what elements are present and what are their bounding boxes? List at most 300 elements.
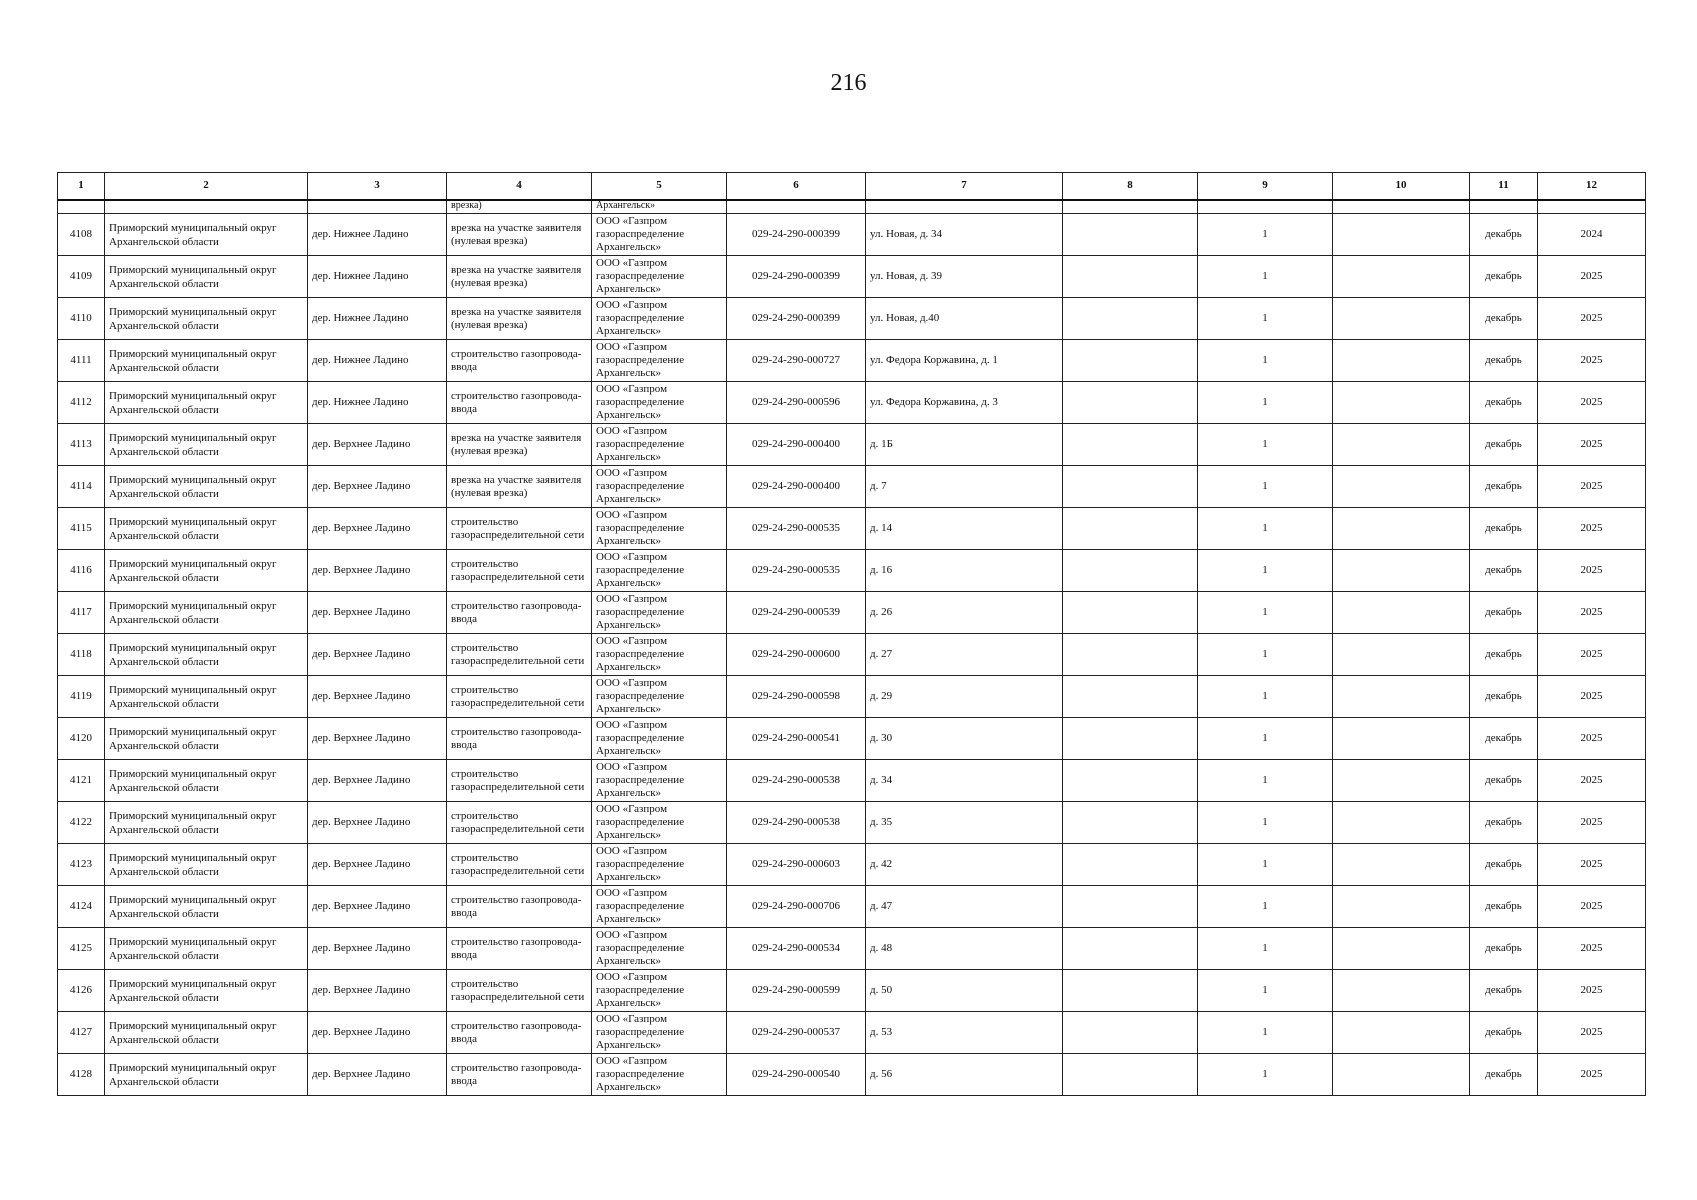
cell-c10 [1333, 718, 1470, 760]
cell-code: 029-24-290-000541 [727, 718, 866, 760]
cell-work: строительство газораспределительной сети [447, 802, 592, 844]
cell-c9: 1 [1198, 802, 1333, 844]
header-col-9: 9 [1198, 173, 1333, 201]
cell-c8 [1063, 592, 1198, 634]
table-header [58, 173, 1646, 201]
cell-municipality: Приморский муниципальный округ Архангельской области [105, 970, 308, 1012]
cell-n: 4108 [58, 214, 105, 256]
cell-c8 [1063, 1012, 1198, 1054]
table-row [58, 214, 1646, 256]
cell-c9: 1 [1198, 424, 1333, 466]
cell-c9: 1 [1198, 340, 1333, 382]
cell-work: строительство газораспределительной сети [447, 634, 592, 676]
cell-year: 2025 [1538, 508, 1646, 550]
cell-c10 [1333, 382, 1470, 424]
cell-work: врезка на участке заявителя (нулевая врезка) [447, 424, 592, 466]
cell-settlement: дер. Верхнее Ладино [308, 802, 447, 844]
cell-settlement: дер. Верхнее Ладино [308, 760, 447, 802]
cell-month: декабрь [1470, 1012, 1538, 1054]
cell-code: 029-24-290-000603 [727, 844, 866, 886]
cell-c9: 1 [1198, 466, 1333, 508]
cell-c10 [1333, 340, 1470, 382]
cell-settlement: дер. Верхнее Ладино [308, 886, 447, 928]
cell-c9: 1 [1198, 382, 1333, 424]
cell-address: д. 42 [866, 844, 1063, 886]
cell-settlement: дер. Верхнее Ладино [308, 550, 447, 592]
cell-org: ООО «Газпром газораспределение Архангельск» [592, 802, 727, 844]
cell-year: 2025 [1538, 340, 1646, 382]
cell-c8 [1063, 802, 1198, 844]
cell-work: строительство газопровода-ввода [447, 718, 592, 760]
cell-code: 029-24-290-000399 [727, 214, 866, 256]
cell-municipality: Приморский муниципальный округ Архангельской области [105, 592, 308, 634]
cell-work: строительство газопровода-ввода [447, 1012, 592, 1054]
cell-org: ООО «Газпром газораспределение Архангельск» [592, 1012, 727, 1054]
cell-n: 4115 [58, 508, 105, 550]
cell-org: ООО «Газпром газораспределение Архангельск» [592, 634, 727, 676]
cell-c8 [1063, 970, 1198, 1012]
cell-address: д. 1Б [866, 424, 1063, 466]
cell-org: ООО «Газпром газораспределение Архангельск» [592, 676, 727, 718]
cell-n: 4124 [58, 886, 105, 928]
cell-c10 [1333, 802, 1470, 844]
cell-municipality: Приморский муниципальный округ Архангельской области [105, 508, 308, 550]
cell-org: ООО «Газпром газораспределение Архангельск» [592, 256, 727, 298]
cell-c10 [1333, 592, 1470, 634]
header-col-4: 4 [447, 173, 592, 201]
cell-c10 [1333, 298, 1470, 340]
cell-year: 2025 [1538, 886, 1646, 928]
table-row [58, 1012, 1646, 1054]
cell-c9: 1 [1198, 718, 1333, 760]
cell-org: ООО «Газпром газораспределение Архангельск» [592, 340, 727, 382]
cell-c10 [1333, 970, 1470, 1012]
cell-month: декабрь [1470, 802, 1538, 844]
cell-municipality: Приморский муниципальный округ Архангельской области [105, 382, 308, 424]
table-row [58, 718, 1646, 760]
cell-work: врезка на участке заявителя (нулевая врезка) [447, 466, 592, 508]
cell-municipality: Приморский муниципальный округ Архангельской области [105, 760, 308, 802]
header-col-2: 2 [105, 173, 308, 201]
cell-address: д. 26 [866, 592, 1063, 634]
cell-month: декабрь [1470, 424, 1538, 466]
cell-code: 029-24-290-000538 [727, 802, 866, 844]
cell-n: 4112 [58, 382, 105, 424]
cell-municipality: Приморский муниципальный округ Архангельской области [105, 676, 308, 718]
cell-address: ул. Новая, д. 39 [866, 256, 1063, 298]
cell-settlement: дер. Верхнее Ладино [308, 1012, 447, 1054]
cell-n: 4114 [58, 466, 105, 508]
cell-col-3 [308, 200, 447, 214]
cell-code: 029-24-290-000538 [727, 760, 866, 802]
cell-code: 029-24-290-000537 [727, 1012, 866, 1054]
cell-c8 [1063, 1054, 1198, 1096]
cell-year: 2025 [1538, 424, 1646, 466]
cell-c9: 1 [1198, 214, 1333, 256]
table-row [58, 760, 1646, 802]
cell-settlement: дер. Нижнее Ладино [308, 340, 447, 382]
table-row [58, 298, 1646, 340]
cell-c9: 1 [1198, 886, 1333, 928]
cell-c10 [1333, 760, 1470, 802]
cell-municipality: Приморский муниципальный округ Архангельской области [105, 466, 308, 508]
cell-c8 [1063, 886, 1198, 928]
cell-settlement: дер. Нижнее Ладино [308, 214, 447, 256]
cell-settlement: дер. Верхнее Ладино [308, 1054, 447, 1096]
cell-c10 [1333, 550, 1470, 592]
cell-org: ООО «Газпром газораспределение Архангельск» [592, 466, 727, 508]
cell-month: декабрь [1470, 928, 1538, 970]
cell-month: декабрь [1470, 1054, 1538, 1096]
cell-settlement: дер. Верхнее Ладино [308, 424, 447, 466]
cell-settlement: дер. Верхнее Ладино [308, 928, 447, 970]
cell-c8 [1063, 466, 1198, 508]
cell-c10 [1333, 1012, 1470, 1054]
cell-col-1 [58, 200, 105, 214]
cell-code: 029-24-290-000596 [727, 382, 866, 424]
data-table [57, 172, 1646, 1096]
cell-municipality: Приморский муниципальный округ Архангельской области [105, 214, 308, 256]
cell-org: ООО «Газпром газораспределение Архангельск» [592, 970, 727, 1012]
cell-month: декабрь [1470, 844, 1538, 886]
header-col-8: 8 [1063, 173, 1198, 201]
cell-month: декабрь [1470, 970, 1538, 1012]
cell-c8 [1063, 214, 1198, 256]
cell-month: декабрь [1470, 298, 1538, 340]
cell-org: ООО «Газпром газораспределение Архангельск» [592, 214, 727, 256]
header-col-11: 11 [1470, 173, 1538, 201]
cell-col-4: врезка) [447, 200, 592, 214]
cell-org: ООО «Газпром газораспределение Архангельск» [592, 550, 727, 592]
cell-n: 4121 [58, 760, 105, 802]
cell-work: строительство газопровода-ввода [447, 592, 592, 634]
cell-year: 2025 [1538, 1012, 1646, 1054]
cell-address: ул. Новая, д. 34 [866, 214, 1063, 256]
cell-c8 [1063, 550, 1198, 592]
cell-n: 4120 [58, 718, 105, 760]
cell-year: 2025 [1538, 676, 1646, 718]
cell-work: строительство газопровода-ввода [447, 1054, 592, 1096]
cell-org: ООО «Газпром газораспределение Архангельск» [592, 382, 727, 424]
cell-year: 2025 [1538, 1054, 1646, 1096]
cell-address: д. 34 [866, 760, 1063, 802]
header-col-12: 12 [1538, 173, 1646, 201]
cell-settlement: дер. Верхнее Ладино [308, 466, 447, 508]
table-row [58, 634, 1646, 676]
cell-code: 029-24-290-000534 [727, 928, 866, 970]
cell-c8 [1063, 718, 1198, 760]
cell-address: д. 30 [866, 718, 1063, 760]
cell-settlement: дер. Нижнее Ладино [308, 256, 447, 298]
cell-year: 2025 [1538, 592, 1646, 634]
cell-year: 2025 [1538, 634, 1646, 676]
cell-settlement: дер. Верхнее Ладино [308, 718, 447, 760]
cell-year: 2025 [1538, 382, 1646, 424]
cell-municipality: Приморский муниципальный округ Архангельской области [105, 424, 308, 466]
cell-year: 2025 [1538, 802, 1646, 844]
cell-month: декабрь [1470, 760, 1538, 802]
cell-month: декабрь [1470, 592, 1538, 634]
cell-n: 4118 [58, 634, 105, 676]
cell-c9: 1 [1198, 844, 1333, 886]
table-row [58, 466, 1646, 508]
cell-municipality: Приморский муниципальный округ Архангельской области [105, 340, 308, 382]
cell-c9: 1 [1198, 592, 1333, 634]
cell-settlement: дер. Верхнее Ладино [308, 676, 447, 718]
cell-municipality: Приморский муниципальный округ Архангельской области [105, 298, 308, 340]
cell-n: 4111 [58, 340, 105, 382]
cell-c10 [1333, 256, 1470, 298]
cell-n: 4123 [58, 844, 105, 886]
cell-c9: 1 [1198, 634, 1333, 676]
cell-col-11 [1470, 200, 1538, 214]
cell-c9: 1 [1198, 256, 1333, 298]
cell-address: д. 29 [866, 676, 1063, 718]
cell-settlement: дер. Верхнее Ладино [308, 508, 447, 550]
cell-municipality: Приморский муниципальный округ Архангельской области [105, 718, 308, 760]
cell-org: ООО «Газпром газораспределение Архангельск» [592, 508, 727, 550]
cell-settlement: дер. Верхнее Ладино [308, 970, 447, 1012]
cell-col-6 [727, 200, 866, 214]
cell-address: д. 56 [866, 1054, 1063, 1096]
cell-c10 [1333, 928, 1470, 970]
cell-c10 [1333, 1054, 1470, 1096]
cell-municipality: Приморский муниципальный округ Архангельской области [105, 256, 308, 298]
cell-org: ООО «Газпром газораспределение Архангельск» [592, 592, 727, 634]
cell-year: 2025 [1538, 844, 1646, 886]
cell-month: декабрь [1470, 508, 1538, 550]
cell-address: д. 50 [866, 970, 1063, 1012]
cell-municipality: Приморский муниципальный округ Архангельской области [105, 634, 308, 676]
cell-year: 2025 [1538, 760, 1646, 802]
cell-col-5: Архангельск» [592, 200, 727, 214]
cell-c8 [1063, 424, 1198, 466]
cell-c9: 1 [1198, 1054, 1333, 1096]
cell-c8 [1063, 256, 1198, 298]
cell-n: 4119 [58, 676, 105, 718]
cell-c8 [1063, 634, 1198, 676]
continuation-row [58, 200, 1646, 214]
cell-year: 2025 [1538, 550, 1646, 592]
cell-c9: 1 [1198, 508, 1333, 550]
cell-c8 [1063, 844, 1198, 886]
cell-settlement: дер. Верхнее Ладино [308, 634, 447, 676]
cell-c10 [1333, 508, 1470, 550]
cell-municipality: Приморский муниципальный округ Архангельской области [105, 1054, 308, 1096]
cell-n: 4117 [58, 592, 105, 634]
cell-code: 029-24-290-000399 [727, 256, 866, 298]
cell-address: д. 53 [866, 1012, 1063, 1054]
header-col-1: 1 [58, 173, 105, 201]
cell-work: строительство газопровода-ввода [447, 928, 592, 970]
cell-code: 029-24-290-000727 [727, 340, 866, 382]
cell-n: 4127 [58, 1012, 105, 1054]
cell-month: декабрь [1470, 550, 1538, 592]
cell-year: 2025 [1538, 928, 1646, 970]
table-body [58, 200, 1646, 1096]
cell-c8 [1063, 340, 1198, 382]
cell-year: 2025 [1538, 718, 1646, 760]
cell-c10 [1333, 634, 1470, 676]
cell-month: декабрь [1470, 634, 1538, 676]
cell-code: 029-24-290-000535 [727, 550, 866, 592]
header-col-7: 7 [866, 173, 1063, 201]
cell-n: 4128 [58, 1054, 105, 1096]
cell-org: ООО «Газпром газораспределение Архангельск» [592, 1054, 727, 1096]
cell-address: д. 27 [866, 634, 1063, 676]
cell-month: декабрь [1470, 214, 1538, 256]
cell-n: 4125 [58, 928, 105, 970]
header-col-10: 10 [1333, 173, 1470, 201]
cell-work: врезка на участке заявителя (нулевая врезка) [447, 298, 592, 340]
cell-col-2 [105, 200, 308, 214]
cell-work: строительство газораспределительной сети [447, 508, 592, 550]
table-row [58, 256, 1646, 298]
cell-code: 029-24-290-000535 [727, 508, 866, 550]
table-row [58, 844, 1646, 886]
header-col-5: 5 [592, 173, 727, 201]
cell-year: 2025 [1538, 970, 1646, 1012]
page-number: 216 [830, 70, 867, 96]
cell-c9: 1 [1198, 970, 1333, 1012]
cell-address: д. 16 [866, 550, 1063, 592]
cell-address: д. 47 [866, 886, 1063, 928]
cell-code: 029-24-290-000540 [727, 1054, 866, 1096]
cell-year: 2025 [1538, 256, 1646, 298]
cell-c8 [1063, 298, 1198, 340]
cell-settlement: дер. Верхнее Ладино [308, 592, 447, 634]
cell-n: 4110 [58, 298, 105, 340]
cell-c8 [1063, 676, 1198, 718]
cell-address: ул. Федора Коржавина, д. 3 [866, 382, 1063, 424]
cell-work: строительство газораспределительной сети [447, 676, 592, 718]
cell-c10 [1333, 844, 1470, 886]
cell-c10 [1333, 214, 1470, 256]
header-col-6: 6 [727, 173, 866, 201]
cell-n: 4113 [58, 424, 105, 466]
table-row [58, 970, 1646, 1012]
cell-c8 [1063, 760, 1198, 802]
cell-n: 4116 [58, 550, 105, 592]
cell-col-8 [1063, 200, 1198, 214]
cell-org: ООО «Газпром газораспределение Архангельск» [592, 928, 727, 970]
cell-c9: 1 [1198, 298, 1333, 340]
cell-code: 029-24-290-000400 [727, 424, 866, 466]
cell-c9: 1 [1198, 1012, 1333, 1054]
table-row [58, 676, 1646, 718]
cell-municipality: Приморский муниципальный округ Архангельской области [105, 844, 308, 886]
cell-c9: 1 [1198, 760, 1333, 802]
cell-year: 2025 [1538, 298, 1646, 340]
cell-org: ООО «Газпром газораспределение Архангельск» [592, 844, 727, 886]
cell-org: ООО «Газпром газораспределение Архангельск» [592, 298, 727, 340]
cell-c10 [1333, 424, 1470, 466]
cell-work: строительство газораспределительной сети [447, 970, 592, 1012]
cell-c10 [1333, 886, 1470, 928]
cell-year: 2024 [1538, 214, 1646, 256]
cell-org: ООО «Газпром газораспределение Архангельск» [592, 718, 727, 760]
cell-code: 029-24-290-000600 [727, 634, 866, 676]
cell-month: декабрь [1470, 256, 1538, 298]
table-row [58, 802, 1646, 844]
table-row [58, 382, 1646, 424]
cell-org: ООО «Газпром газораспределение Архангельск» [592, 424, 727, 466]
cell-month: декабрь [1470, 382, 1538, 424]
cell-c10 [1333, 676, 1470, 718]
cell-code: 029-24-290-000539 [727, 592, 866, 634]
table-row [58, 550, 1646, 592]
cell-month: декабрь [1470, 340, 1538, 382]
cell-month: декабрь [1470, 676, 1538, 718]
header-row [58, 173, 1646, 201]
cell-code: 029-24-290-000599 [727, 970, 866, 1012]
cell-code: 029-24-290-000400 [727, 466, 866, 508]
cell-settlement: дер. Нижнее Ладино [308, 382, 447, 424]
cell-work: строительство газопровода-ввода [447, 340, 592, 382]
cell-work: строительство газораспределительной сети [447, 844, 592, 886]
table-row [58, 424, 1646, 466]
table-row [58, 340, 1646, 382]
cell-work: врезка на участке заявителя (нулевая врезка) [447, 256, 592, 298]
cell-address: ул. Новая, д.40 [866, 298, 1063, 340]
cell-address: д. 35 [866, 802, 1063, 844]
cell-org: ООО «Газпром газораспределение Архангельск» [592, 886, 727, 928]
table-row [58, 1054, 1646, 1096]
cell-address: ул. Федора Коржавина, д. 1 [866, 340, 1063, 382]
cell-municipality: Приморский муниципальный округ Архангельской области [105, 886, 308, 928]
cell-address: д. 14 [866, 508, 1063, 550]
cell-c9: 1 [1198, 928, 1333, 970]
cell-municipality: Приморский муниципальный округ Архангельской области [105, 1012, 308, 1054]
cell-code: 029-24-290-000598 [727, 676, 866, 718]
cell-c9: 1 [1198, 676, 1333, 718]
cell-c9: 1 [1198, 550, 1333, 592]
cell-code: 029-24-290-000399 [727, 298, 866, 340]
cell-work: строительство газораспределительной сети [447, 760, 592, 802]
table-row [58, 928, 1646, 970]
cell-n: 4109 [58, 256, 105, 298]
cell-address: д. 48 [866, 928, 1063, 970]
table-row [58, 592, 1646, 634]
cell-col-10 [1333, 200, 1470, 214]
cell-c8 [1063, 928, 1198, 970]
cell-work: строительство газопровода-ввода [447, 886, 592, 928]
cell-settlement: дер. Верхнее Ладино [308, 844, 447, 886]
cell-month: декабрь [1470, 466, 1538, 508]
cell-n: 4126 [58, 970, 105, 1012]
cell-municipality: Приморский муниципальный округ Архангельской области [105, 550, 308, 592]
cell-municipality: Приморский муниципальный округ Архангельской области [105, 802, 308, 844]
cell-org: ООО «Газпром газораспределение Архангельск» [592, 760, 727, 802]
header-col-3: 3 [308, 173, 447, 201]
cell-work: строительство газораспределительной сети [447, 550, 592, 592]
table-row [58, 508, 1646, 550]
cell-n: 4122 [58, 802, 105, 844]
cell-month: декабрь [1470, 718, 1538, 760]
cell-year: 2025 [1538, 466, 1646, 508]
cell-c8 [1063, 508, 1198, 550]
cell-settlement: дер. Нижнее Ладино [308, 298, 447, 340]
cell-c10 [1333, 466, 1470, 508]
cell-month: декабрь [1470, 886, 1538, 928]
cell-col-7 [866, 200, 1063, 214]
table-row [58, 886, 1646, 928]
cell-work: врезка на участке заявителя (нулевая врезка) [447, 214, 592, 256]
cell-c8 [1063, 382, 1198, 424]
cell-address: д. 7 [866, 466, 1063, 508]
cell-work: строительство газопровода-ввода [447, 382, 592, 424]
cell-municipality: Приморский муниципальный округ Архангельской области [105, 928, 308, 970]
